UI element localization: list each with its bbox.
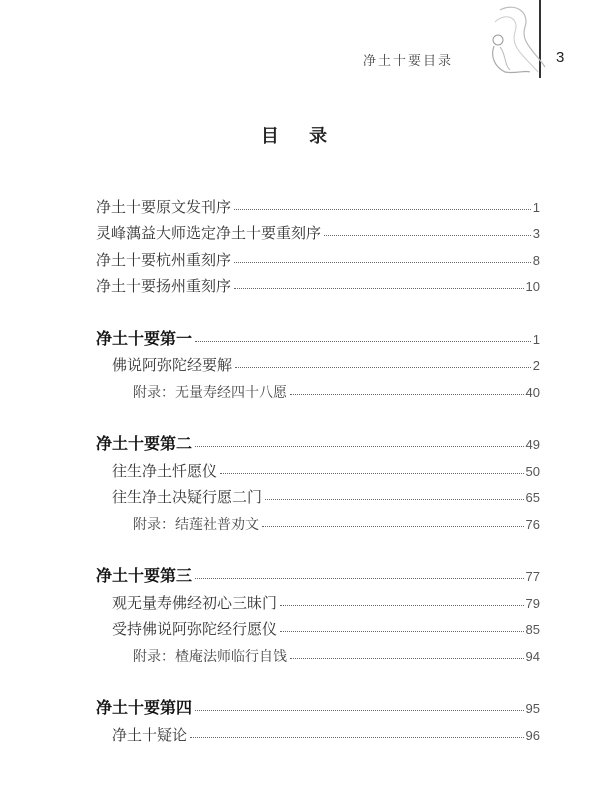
dot-leader xyxy=(265,499,524,500)
toc-entry-title: 净土十要扬州重刻序 xyxy=(96,277,232,295)
toc-entry[interactable] xyxy=(96,190,540,217)
toc-entry-title: 附录：楂庵法师临行自饯 xyxy=(133,648,287,665)
toc-entry-page: 65 xyxy=(525,490,540,505)
toc-entry-title: 附录：结莲社普劝文 xyxy=(133,516,259,533)
dot-leader xyxy=(280,631,524,632)
toc-entry-title: 净土十要第二 xyxy=(96,434,193,453)
dot-leader xyxy=(234,262,531,263)
toc-entry-page: 96 xyxy=(525,727,540,743)
dot-leader xyxy=(280,605,524,606)
dot-leader xyxy=(190,737,524,738)
dot-leader xyxy=(290,394,524,395)
dot-leader xyxy=(195,710,524,711)
toc-entry[interactable] xyxy=(96,560,540,587)
dot-leader xyxy=(234,288,524,289)
toc-entry-title: 净土十要杭州重刻序 xyxy=(96,250,232,269)
toc-entry-page: 10 xyxy=(525,279,540,294)
toc-entry[interactable] xyxy=(96,217,540,244)
toc-entry-page: 3 xyxy=(532,226,540,241)
toc-entry-page: 94 xyxy=(525,648,540,664)
section-gap xyxy=(96,296,540,322)
toc-entry[interactable] xyxy=(96,718,540,745)
toc-entry-title: 净土十要原文发刊序 xyxy=(96,197,232,216)
toc-entry-title: 往生净土决疑行愿二门 xyxy=(112,488,263,506)
apsara-illustration-icon xyxy=(470,2,550,77)
dot-leader xyxy=(195,341,531,342)
toc-entry-page: 76 xyxy=(525,516,540,532)
toc-entry-page: 77 xyxy=(525,569,540,584)
toc-entry-page: 95 xyxy=(525,701,540,716)
section-gap xyxy=(96,402,540,428)
toc-entry-title: 净土十要第四 xyxy=(96,698,193,717)
running-header: 净土十要目录 xyxy=(363,54,454,69)
toc-entry-title: 净土十疑论 xyxy=(112,725,188,744)
toc-entry[interactable] xyxy=(96,322,540,349)
toc-entry-title: 往生净土忏愿仪 xyxy=(112,461,218,480)
toc-entry[interactable] xyxy=(96,375,540,402)
toc-entry[interactable] xyxy=(96,481,540,508)
page-title: 目 录 xyxy=(260,126,340,147)
toc-entry-page: 8 xyxy=(532,252,540,268)
section-gap xyxy=(96,666,540,692)
toc-entry[interactable] xyxy=(96,639,540,666)
toc-entry-page: 85 xyxy=(525,622,540,637)
toc-entry-page: 2 xyxy=(532,358,540,373)
toc-entry-title: 灵峰蕅益大师选定净土十要重刻序 xyxy=(96,224,322,242)
dot-leader xyxy=(324,235,531,236)
toc-entry[interactable] xyxy=(96,428,540,455)
dot-leader xyxy=(262,526,524,527)
toc-entry-title: 佛说阿弥陀经要解 xyxy=(112,356,233,374)
table-of-contents xyxy=(96,190,540,745)
dot-leader xyxy=(220,473,524,474)
toc-entry-title: 净土十要第三 xyxy=(96,566,193,585)
toc-entry[interactable] xyxy=(96,507,540,534)
toc-entry[interactable] xyxy=(96,243,540,270)
toc-entry-page: 79 xyxy=(525,595,540,611)
toc-entry-page: 1 xyxy=(532,331,540,347)
toc-entry[interactable] xyxy=(96,349,540,376)
section-gap xyxy=(96,534,540,560)
toc-entry-page: 40 xyxy=(525,384,540,400)
dot-leader xyxy=(234,209,531,210)
toc-entry-page: 49 xyxy=(525,437,540,452)
toc-entry-title: 受持佛说阿弥陀经行愿仪 xyxy=(112,620,278,638)
toc-entry[interactable] xyxy=(96,613,540,640)
toc-entry[interactable] xyxy=(96,692,540,719)
toc-entry-page: 1 xyxy=(532,199,540,215)
page-number: 3 xyxy=(556,49,565,66)
toc-entry[interactable] xyxy=(96,454,540,481)
dot-leader xyxy=(235,367,531,368)
toc-entry[interactable] xyxy=(96,270,540,297)
toc-entry-page: 50 xyxy=(525,463,540,479)
toc-entry[interactable] xyxy=(96,586,540,613)
dot-leader xyxy=(195,446,524,447)
toc-entry-title: 观无量寿佛经初心三昧门 xyxy=(112,593,278,612)
dot-leader xyxy=(290,658,524,659)
toc-entry-title: 净土十要第一 xyxy=(96,328,193,348)
dot-leader xyxy=(195,578,524,579)
toc-entry-title: 附录：无量寿经四十八愿 xyxy=(133,384,287,401)
